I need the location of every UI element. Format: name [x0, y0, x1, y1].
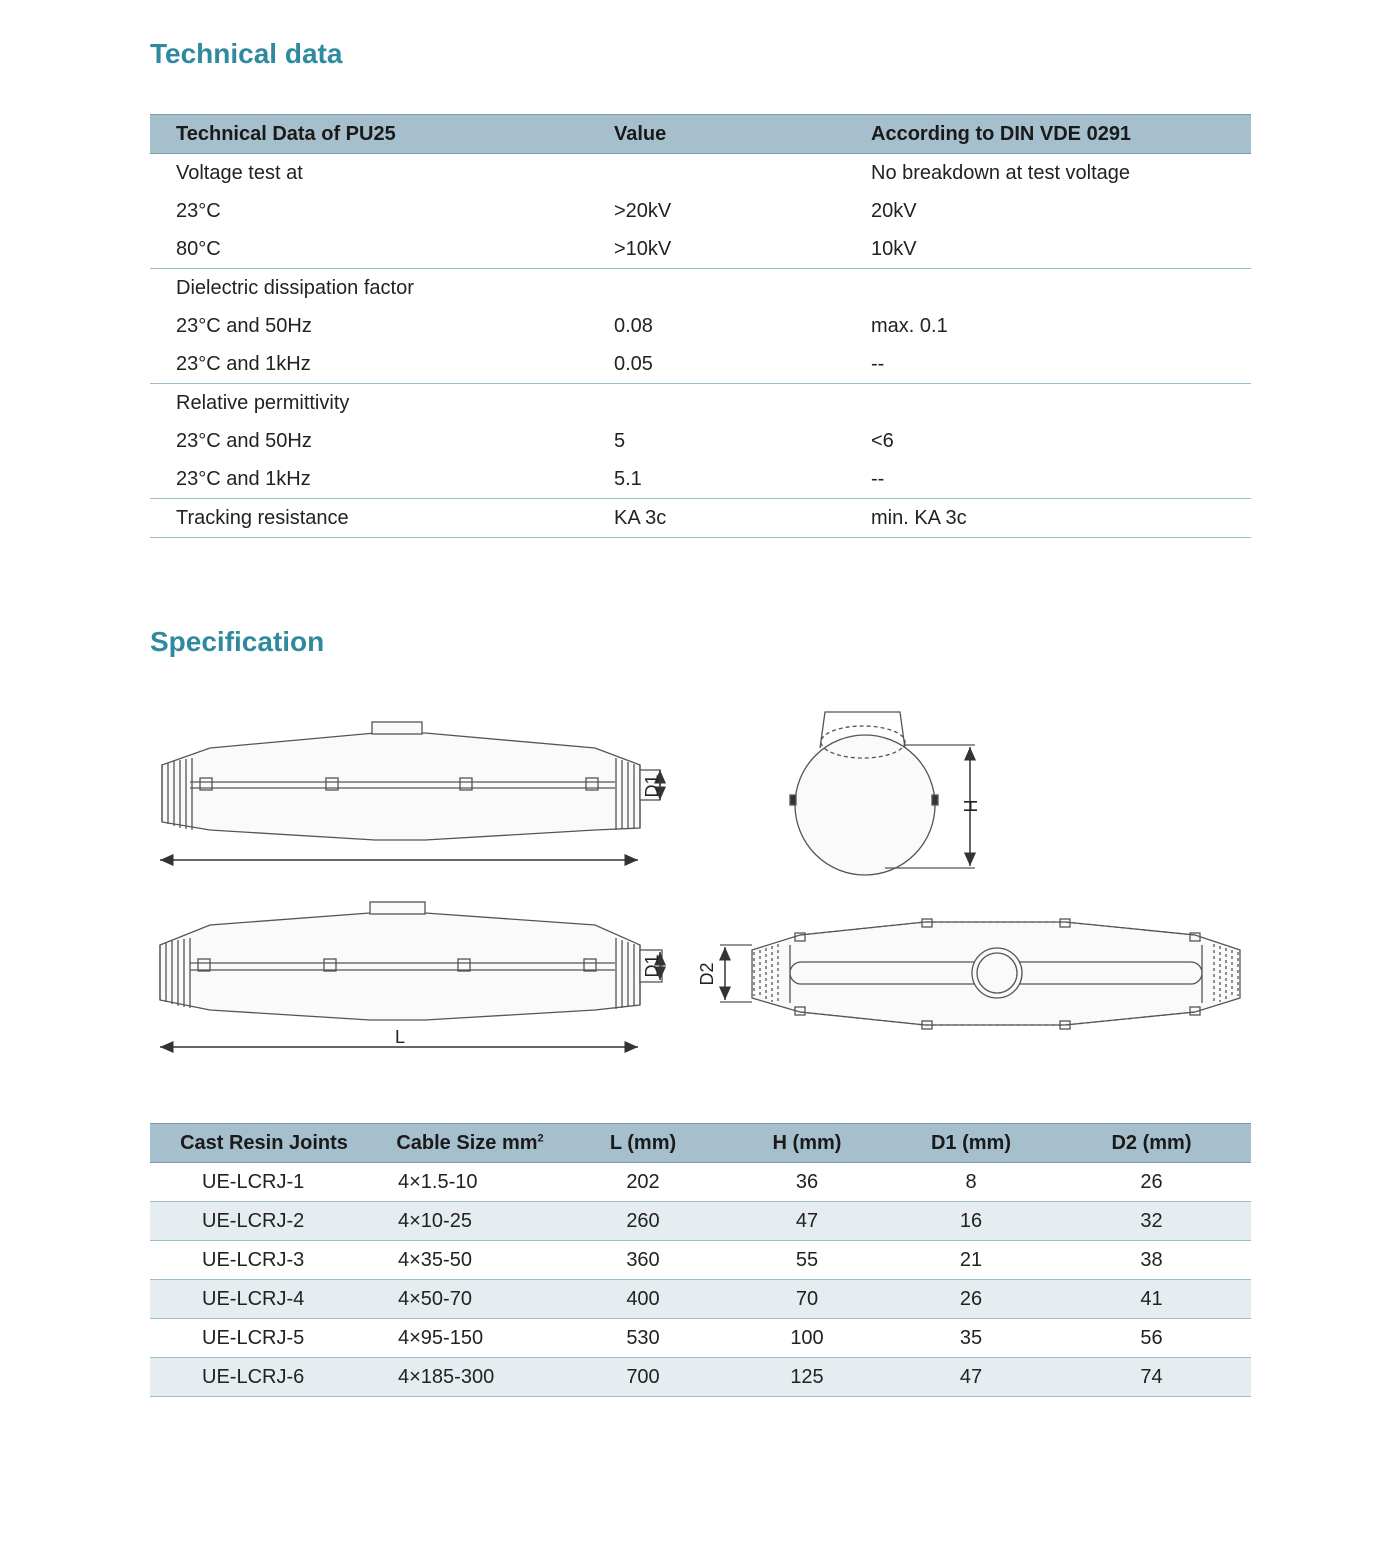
table-row	[150, 192, 1251, 230]
cell-standard: --	[845, 345, 1251, 384]
cell-value: >20kV	[614, 199, 672, 222]
header-d1-mm: D1 (mm)	[890, 1124, 1052, 1163]
cell-model: UE-LCRJ-6	[150, 1358, 378, 1397]
header-cast-resin-joints: Cast Resin Joints	[150, 1124, 378, 1163]
cell-standard: <6	[871, 429, 894, 452]
joint-side-view-top	[162, 722, 660, 840]
cell-cable-size: 4×95-150	[378, 1319, 562, 1358]
table-row	[150, 1358, 1251, 1397]
table-row	[150, 1319, 1251, 1358]
cell-h: 125	[724, 1358, 890, 1397]
cell-l: 360	[562, 1241, 724, 1280]
cell-d1: 21	[890, 1241, 1052, 1280]
joint-side-view-bottom	[160, 902, 662, 1020]
cell-standard: min. KA 3c	[845, 499, 1251, 538]
cell-l: 400	[562, 1280, 724, 1319]
cell-standard: --	[845, 460, 1251, 499]
cell-d1: 8	[890, 1163, 1052, 1202]
cell-l: 700	[562, 1358, 724, 1397]
cell-l: 202	[562, 1163, 724, 1202]
table-row	[150, 1280, 1251, 1319]
cell-property: 23°C and 50Hz	[176, 429, 312, 452]
table-row	[150, 1202, 1251, 1241]
cell-property: Voltage test at	[176, 161, 303, 184]
table-row	[150, 269, 1251, 308]
cell-h: 36	[724, 1163, 890, 1202]
table-row	[150, 1241, 1251, 1280]
cell-d2: 74	[1052, 1358, 1251, 1397]
header-l-mm: L (mm)	[562, 1124, 724, 1163]
header-din-vde: According to DIN VDE 0291	[845, 115, 1251, 154]
cell-value: 5	[614, 429, 626, 452]
table-row	[150, 307, 1251, 345]
cell-l: 260	[562, 1202, 724, 1241]
label-d1-bottom: D1	[642, 954, 662, 978]
table-header-row	[150, 1124, 1251, 1163]
table-row	[150, 230, 1251, 269]
cell-value	[588, 154, 845, 193]
table-row	[150, 460, 1251, 499]
cell-standard: max. 0.1	[871, 314, 948, 337]
cell-property: 80°C	[150, 230, 588, 269]
cell-property: Relative permittivity	[176, 391, 350, 414]
label-d1-top: D1	[642, 774, 662, 798]
table-row	[150, 422, 1251, 460]
header-value: Value	[588, 115, 845, 154]
joint-top-view	[720, 919, 1240, 1029]
cell-d2: 32	[1052, 1202, 1251, 1241]
cell-property: 23°C and 1kHz	[150, 460, 588, 499]
cell-cable-size: 4×50-70	[378, 1280, 562, 1319]
cell-standard: No breakdown at test voltage	[871, 161, 1131, 184]
cell-model: UE-LCRJ-1	[150, 1163, 378, 1202]
cell-value: 5.1	[588, 460, 845, 499]
cell-l: 530	[562, 1319, 724, 1358]
table-row	[150, 1163, 1251, 1202]
cell-d1: 26	[890, 1280, 1052, 1319]
cell-property: Tracking resistance	[150, 499, 588, 538]
cell-d1: 16	[890, 1202, 1052, 1241]
cell-h: 70	[724, 1280, 890, 1319]
cell-value: KA 3c	[588, 499, 845, 538]
cell-standard	[845, 269, 1251, 308]
header-cable-size: Cable Size $mm^2$	[378, 1124, 562, 1163]
table-row	[150, 384, 1251, 423]
cell-property: 23°C and 1kHz	[150, 345, 588, 384]
cell-d1: 47	[890, 1358, 1052, 1397]
header-h-mm: H (mm)	[724, 1124, 890, 1163]
cell-value	[588, 384, 845, 423]
cell-standard	[845, 384, 1251, 423]
table-row	[150, 154, 1251, 193]
cell-cable-size: 4×35-50	[378, 1241, 562, 1280]
specification-table	[150, 1123, 1251, 1397]
joint-end-view	[790, 712, 975, 875]
cell-property: Dielectric dissipation factor	[176, 276, 414, 299]
cell-model: UE-LCRJ-2	[150, 1202, 378, 1241]
cell-cable-size: 4×1.5-10	[378, 1163, 562, 1202]
cell-d2: 41	[1052, 1280, 1251, 1319]
label-h: H	[960, 799, 980, 813]
cell-property: 23°C	[176, 199, 221, 222]
cell-d2: 56	[1052, 1319, 1251, 1358]
joint-technical-drawings	[150, 700, 1250, 1070]
header-technical-data: Technical Data of PU25	[150, 115, 588, 154]
cell-d2: 38	[1052, 1241, 1251, 1280]
cell-d1: 35	[890, 1319, 1052, 1358]
cell-value: 0.08	[614, 314, 653, 337]
cell-value: >10kV	[588, 230, 845, 269]
cell-cable-size: 4×185-300	[378, 1358, 562, 1397]
cell-model: UE-LCRJ-3	[150, 1241, 378, 1280]
cell-h: 47	[724, 1202, 890, 1241]
table-header-row	[150, 115, 1251, 154]
cell-standard: 20kV	[871, 199, 917, 222]
table-row	[150, 345, 1251, 384]
header-d2-mm: D2 (mm)	[1052, 1124, 1251, 1163]
cell-property: 23°C and 50Hz	[176, 314, 312, 337]
cell-value	[588, 269, 845, 308]
technical-data-table	[150, 114, 1251, 538]
cell-standard: 10kV	[845, 230, 1251, 269]
cell-h: 100	[724, 1319, 890, 1358]
specification-title: Specification	[150, 626, 325, 657]
cell-model: UE-LCRJ-5	[150, 1319, 378, 1358]
table-row	[150, 499, 1251, 538]
label-l: L	[394, 1027, 406, 1047]
cell-model: UE-LCRJ-4	[150, 1280, 378, 1319]
cell-cable-size: 4×10-25	[378, 1202, 562, 1241]
cell-d2: 26	[1052, 1163, 1251, 1202]
cell-value: 0.05	[588, 345, 845, 384]
label-d2: D2	[697, 962, 717, 986]
technical-data-title: Technical data	[150, 38, 343, 69]
cell-h: 55	[724, 1241, 890, 1280]
